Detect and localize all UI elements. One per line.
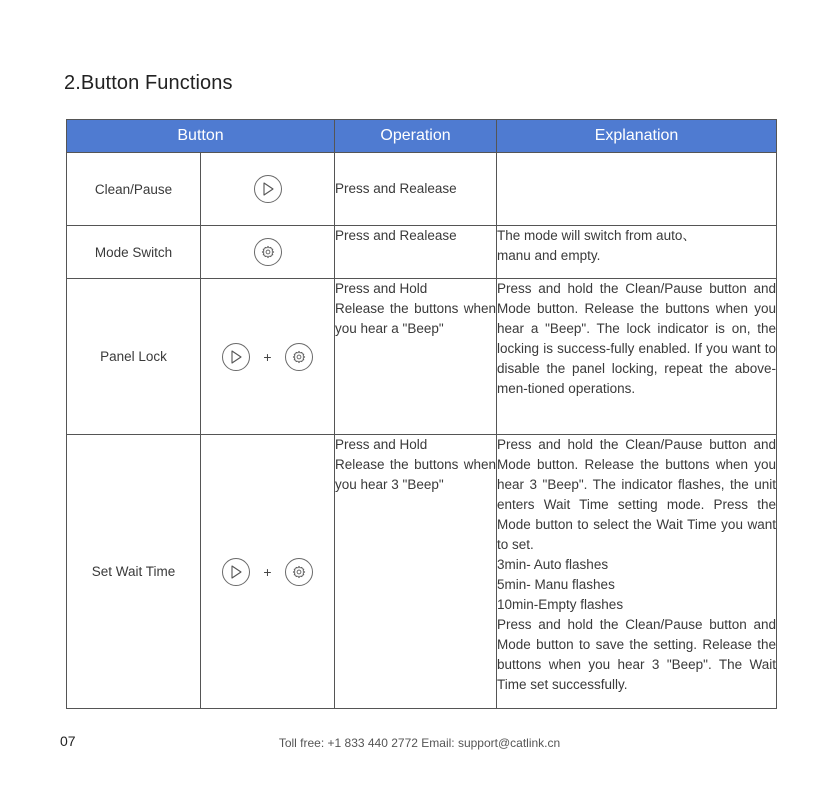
button-icon-cell xyxy=(201,153,335,226)
explanation-cell xyxy=(497,435,777,709)
explanation-text: 3min- Auto flashes xyxy=(497,557,609,572)
table-row xyxy=(67,153,777,226)
table-row xyxy=(67,435,777,709)
operation-text: Release the buttons when you hear 3 "Beep" xyxy=(335,457,497,492)
operation-text: Press and Hold xyxy=(335,437,428,452)
table-row xyxy=(67,226,777,279)
play-icon xyxy=(254,175,282,203)
button-name: Panel Lock xyxy=(67,279,201,435)
explanation-cell xyxy=(497,153,777,226)
operation-cell xyxy=(335,279,497,435)
gear-icon xyxy=(254,238,282,266)
section-title: 2.Button Functions xyxy=(64,72,233,94)
button-icon-cell xyxy=(201,226,335,279)
header-explanation: Explanation xyxy=(497,120,777,153)
explanation-text: Press and hold the Clean/Pause button and Mode button. Release the buttons when you hear a "Beep". The lock indicator is on, the locking is success-fully enabled. If you want to disable the panel locking, repeat the above-men-tioned operations. xyxy=(497,281,777,396)
footer-contact: Toll free: +1 833 440 2772 Email: support@catlink.cn xyxy=(278,736,561,750)
explanation-text: 10min-Empty flashes xyxy=(497,597,624,612)
operation-cell xyxy=(335,435,497,709)
button-icon-cell xyxy=(201,435,335,709)
operation-text: Press and Hold xyxy=(335,281,428,296)
operation-text: Press and Realease xyxy=(335,181,457,196)
button-functions-table xyxy=(66,119,777,709)
play-icon xyxy=(222,558,250,586)
explanation-text: The mode will switch from auto、 xyxy=(497,228,696,243)
header-operation: Operation xyxy=(335,120,497,153)
explanation-text: manu and empty. xyxy=(497,248,601,263)
plus-sign: + xyxy=(263,563,272,580)
explanation-cell xyxy=(497,226,777,279)
gear-icon xyxy=(285,343,313,371)
operation-text: Press and Realease xyxy=(335,228,457,243)
explanation-cell xyxy=(497,279,777,435)
explanation-text: Press and hold the Clean/Pause button and Mode button. Release the buttons when you hear 3 "Beep". The indicator flashes, the unit enters Wait Time setting mode. Press the Mode button to select the Wait Time you want to set. xyxy=(497,437,777,552)
plus-sign: + xyxy=(263,348,272,365)
play-icon xyxy=(222,343,250,371)
explanation-text: 5min- Manu flashes xyxy=(497,577,615,592)
table-header-row xyxy=(67,120,777,153)
header-button: Button xyxy=(67,120,335,153)
button-name: Clean/Pause xyxy=(67,153,201,226)
table-row xyxy=(67,279,777,435)
button-name: Set Wait Time xyxy=(67,435,201,709)
operation-text: Release the buttons when you hear a "Beep" xyxy=(335,301,497,336)
gear-icon xyxy=(285,558,313,586)
explanation-text: Press and hold the Clean/Pause button and Mode button to save the setting. Release the buttons when you hear 3 "Beep". The Wait Time set successfully. xyxy=(497,617,777,692)
operation-cell xyxy=(335,153,497,226)
page-number: 07 xyxy=(60,733,76,749)
button-icon-cell xyxy=(201,279,335,435)
button-name: Mode Switch xyxy=(67,226,201,279)
operation-cell xyxy=(335,226,497,279)
